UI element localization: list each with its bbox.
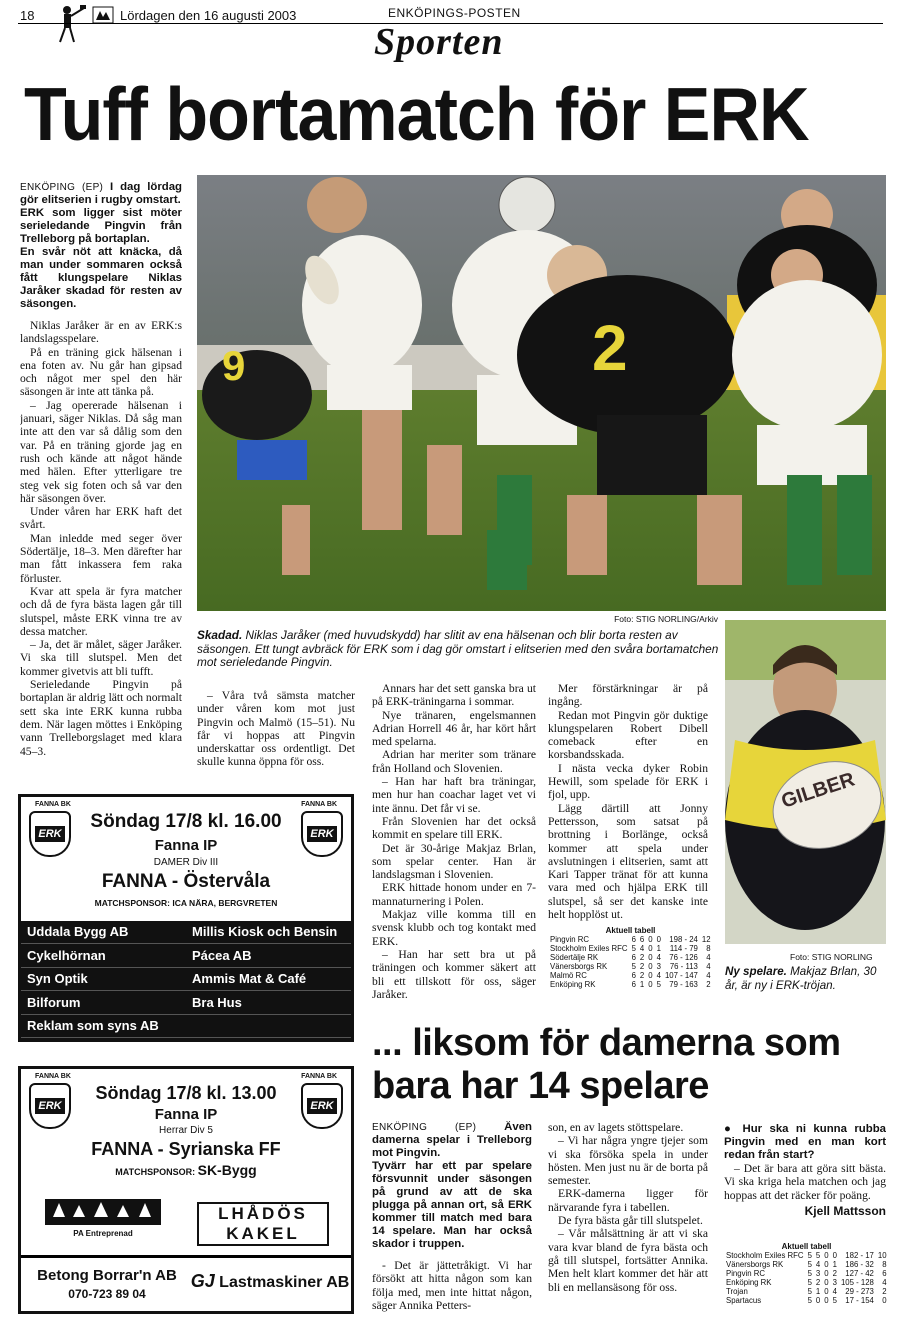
- sponsor-grid: [21, 921, 351, 1039]
- lead-paragraph: ENKÖPING (EP) I dag lördag gör elitserien i rugby omstart.: [20, 181, 182, 206]
- table-title: Aktuell tabell: [781, 1242, 832, 1251]
- stat-cell: 1: [815, 1287, 821, 1296]
- team-name: Stockholm Exiles RFC: [550, 944, 628, 953]
- trees-icon: [45, 1199, 161, 1225]
- body-paragraph: – Jag opererade hälsenan i januari, säger Niklas. Då såg man inte att den var så dålig som den var. På en träning gjorde jag en rush och kände att något hände med hälen. Efter ytterligare tre steg vek sig foten och så var den här säsongen över.: [20, 398, 182, 505]
- sponsor-name: [186, 1015, 351, 1038]
- stat-cell: 3: [815, 1269, 821, 1278]
- body-paragraph: I nästa vecka dyker Robin Hewill, som spelade för ERK i fjol, upp.: [548, 761, 708, 802]
- club-badge-left: ERK: [29, 1083, 71, 1129]
- stat-cell: 0: [648, 944, 653, 953]
- body-paragraph: Makjaz ville komma till en svensk klubb och tog kontakt med ERK.: [372, 908, 536, 948]
- stat-cell: 105 - 128: [840, 1278, 874, 1287]
- stat-cell: 3: [832, 1278, 837, 1287]
- club-badge-right: ERK: [301, 1083, 343, 1129]
- stat-cell: 0: [656, 935, 661, 944]
- pa-entreprenad-logo: PA Entreprenad: [43, 1199, 163, 1245]
- team-name: Vänersborgs RK: [550, 962, 608, 971]
- stat-cell: 2: [832, 1269, 837, 1278]
- standings-table-men: [548, 926, 713, 989]
- body-paragraph: Lägg därtill att Jonny Pettersson, som satsat på brottning i Borlänge, också kommer att spela under avslutningen i elitserien, samt att Kari Tapper tränat för att kunna vara med och hjälpa ERK till slutspel, så ser det kanske inte helt hopplöst ut.: [548, 801, 708, 922]
- club-label: FANNA BK: [301, 801, 337, 808]
- stat-cell: 198 - 24: [669, 935, 698, 944]
- stat-cell: 5: [807, 1296, 812, 1305]
- lead-paragraph: ERK som ligger sist möter serieledande Pingvin från Trelleborg på bortaplan.: [20, 207, 182, 245]
- stat-cell: 6: [631, 971, 636, 980]
- stat-cell: 4: [815, 1260, 821, 1269]
- stat-cell: 6: [631, 980, 636, 989]
- body-paragraph: Serieledande Pingvin på bortaplan är aldrig lätt och normalt sett ska inte ERK kunna rubba dem. När lagen möttes i Enköping vann Trelleborgslaget med klara 45–3.: [20, 678, 182, 758]
- stat-cell: 127 - 42: [845, 1269, 874, 1278]
- stat-cell: 4: [639, 944, 645, 953]
- body-paragraph: ERK hittade honom under en 7-mannaturnering i Polen.: [372, 881, 536, 908]
- sponsor-name: Bilforum: [21, 992, 186, 1015]
- ad-divider: [21, 1255, 351, 1258]
- svg-text:2: 2: [592, 312, 628, 384]
- body-paragraph: Adrian har meriter som tränare från Holland och Slovenien.: [372, 748, 536, 775]
- table-row: [724, 1260, 889, 1269]
- stat-cell: 4: [706, 971, 711, 980]
- body-paragraph: På en träning gick hälsenan i ena foten av. Nu går han gipsad och något mer spel den här säsongen är inte att tänka på.: [20, 345, 182, 399]
- stat-cell: 79 - 163: [669, 980, 698, 989]
- stat-cell: 8: [882, 1260, 887, 1269]
- match-teams: FANNA - Östervåla: [101, 871, 271, 892]
- section-title: Sporten: [374, 21, 504, 63]
- stat-cell: 2: [706, 980, 711, 989]
- rugby-match-photo: [197, 175, 886, 611]
- match-date: Söndag 17/8 kl. 13.00: [95, 1083, 277, 1103]
- stat-cell: 2: [639, 971, 645, 980]
- body-paragraph: son, en av lagets stöttspelare.: [548, 1121, 684, 1134]
- stat-cell: 0: [648, 962, 653, 971]
- stat-cell: 6: [631, 935, 636, 944]
- page-number: 18: [20, 8, 35, 23]
- stat-cell: 5: [832, 1296, 837, 1305]
- main-headline: Tuff bortamatch för ERK: [24, 71, 809, 157]
- table-row: [724, 1269, 889, 1278]
- second-headline: ... liksom för damerna som bara har 14 spelare: [372, 1022, 841, 1107]
- division: Herrar Div 5: [159, 1125, 213, 1136]
- article1-col2: [197, 689, 355, 779]
- table-row: [548, 935, 713, 944]
- table-row: [548, 953, 713, 962]
- stat-cell: 5: [807, 1251, 812, 1260]
- match-ad-women: [18, 794, 354, 1042]
- body-paragraph: – Han har haft bra träningar, men hur han coachar laget vet vi inte ännu. Det får vi se.: [372, 775, 536, 815]
- crest-logo: [92, 6, 114, 24]
- body-paragraph: - Det är jättetråkigt. Vi har försökt att hitta någon som kan följa med, men inte hittat någon, säger Annika Petters-: [372, 1259, 532, 1312]
- stat-cell: 0: [824, 1296, 829, 1305]
- stat-cell: 12: [701, 935, 711, 944]
- stat-cell: 10: [877, 1251, 887, 1260]
- body-paragraph: Nye tränaren, engelsmannen Adrian Horrell 46 år, har kört hårt med spelarna.: [372, 708, 536, 749]
- stat-cell: 1: [639, 980, 645, 989]
- venue: Fanna IP: [154, 1106, 218, 1123]
- stat-cell: 0: [648, 953, 653, 962]
- stat-cell: 0: [824, 1287, 829, 1296]
- team-name: Pingvin RC: [550, 935, 589, 944]
- stat-cell: 8: [706, 944, 711, 953]
- table-row: [548, 971, 713, 980]
- article1-col4: [548, 682, 708, 922]
- sponsor-line: MATCHSPONSOR: SK-Bygg: [115, 1162, 257, 1178]
- article2-col1: [372, 1121, 532, 1317]
- stat-cell: 0: [824, 1269, 829, 1278]
- sponsor-name: Uddala Bygg AB: [21, 921, 186, 944]
- stat-cell: 0: [824, 1251, 829, 1260]
- body-paragraph: Det är 30-årige Makjaz Brlan, som spelar center. Han är landslagsman i Slovenien.: [372, 841, 536, 882]
- standings-table-women: [724, 1242, 889, 1305]
- stat-cell: 0: [824, 1278, 829, 1287]
- body-paragraph: Annars har det sett ganska bra ut på ERK-träningarna i sommar.: [372, 682, 536, 709]
- lastmaskiner-logo: GJ Lastmaskiner AB: [190, 1271, 350, 1291]
- stat-cell: 6: [631, 953, 636, 962]
- body-paragraph: Man inledde med seger över Södertälje, 18–3. Men därefter har man fått inkassera fem raka förluster.: [20, 531, 182, 585]
- stat-cell: 4: [656, 953, 661, 962]
- table-row: [724, 1251, 889, 1260]
- body-paragraph: Mer förstärkningar är på ingång.: [548, 682, 708, 709]
- stat-cell: 5: [631, 962, 636, 971]
- article1-col3: [372, 682, 536, 1002]
- lead-paragraph: ENKÖPING (EP) Även damerna spelar i Trelleborg mot Pingvin.: [372, 1121, 532, 1159]
- author-signature: Kjell Mattsson: [804, 1203, 886, 1218]
- sponsor-name: Pácea AB: [186, 945, 351, 968]
- club-badge-right: ERK: [301, 811, 343, 857]
- match-teams: FANNA - Syrianska FF: [91, 1139, 281, 1159]
- team-name: Enköping RK: [726, 1278, 772, 1287]
- body-paragraph: – Vår målsättning är att vi ska vara kvar bland de fyra bästa och gå till slutspel, fortsätter Annika. Men helt klart kommer det här att bli en mellansäsong för oss.: [548, 1227, 708, 1294]
- sponsor-name: Bra Hus: [186, 992, 351, 1015]
- lhados-kakel-logo: LHÅDÖS KAKEL: [197, 1202, 329, 1246]
- team-name: Malmö RC: [550, 971, 587, 980]
- body-paragraph: Från Slovenien har det också kommit en spelare till ERK.: [372, 814, 536, 842]
- stat-cell: 0: [815, 1296, 821, 1305]
- stat-cell: 5: [807, 1278, 812, 1287]
- stat-cell: 182 - 17: [845, 1251, 874, 1260]
- table-row: [548, 962, 713, 971]
- stat-cell: 4: [706, 962, 711, 971]
- stat-cell: 5: [807, 1287, 812, 1296]
- team-name: Vänersborgs RK: [726, 1260, 784, 1269]
- stat-cell: 5: [807, 1260, 812, 1269]
- ball-logo-text: GILBER: [778, 768, 858, 813]
- stat-cell: 0: [832, 1251, 837, 1260]
- lead-paragraph: En svår nöt att knäcka, då man under sommaren också fått klungspelare Niklas Jaråker skadad för resten av säsongen.: [20, 246, 182, 310]
- stat-cell: 107 - 147: [664, 971, 698, 980]
- table-title: Aktuell tabell: [605, 926, 656, 935]
- photo2-credit: Foto: STIG NORLING: [790, 952, 873, 962]
- stat-cell: 5: [656, 980, 661, 989]
- team-name: Spartacus: [726, 1296, 762, 1305]
- body-paragraph: De fyra bästa går till slutspelet.: [558, 1214, 703, 1228]
- stat-cell: 29 - 273: [845, 1287, 874, 1296]
- stat-cell: 4: [882, 1278, 887, 1287]
- body-paragraph: – Våra två sämsta matcher under våren kom mot just Pingvin och Malmö (15–51). Nu får vi hoppas att Pingvin underskattar oss ordentligt. Det skulle kunna öppna för oss.: [197, 689, 355, 769]
- betong-borrar-logo: Betong Borrar'n AB 070-723 89 04: [37, 1267, 177, 1301]
- body-paragraph: Redan mot Pingvin gör duktige klungspelaren Robert Dibell comeback efter en korsbandsskada.: [548, 708, 708, 762]
- standings-table-body: [548, 935, 713, 989]
- sponsor-name: Millis Kiosk och Bensin: [186, 921, 351, 944]
- issue-date: Lördagen den 16 augusti 2003: [120, 8, 297, 23]
- team-name: Södertälje RK: [550, 953, 599, 962]
- body-paragraph: – Han har sett bra ut på träningen och kommer säkert att bli ett tillskott för oss, säger Jaråker.: [372, 947, 536, 1001]
- article1-col1: [20, 181, 182, 775]
- stat-cell: 0: [882, 1296, 887, 1305]
- sponsor-name: Syn Optik: [21, 968, 186, 991]
- club-label: FANNA BK: [35, 1073, 71, 1080]
- body-paragraph: – Ja, det är målet, säger Jaråker. Vi ska till slutspel. Men det kommer givetvis att bli tufft.: [20, 638, 182, 678]
- sponsor-name: Cykelhörnan: [21, 945, 186, 968]
- body-paragraph: Niklas Jaråker är en av ERK:s landslagsspelare.: [20, 319, 182, 346]
- venue: Fanna IP: [154, 837, 218, 854]
- stat-cell: 76 - 126: [669, 953, 698, 962]
- table-row: [724, 1278, 889, 1287]
- stat-cell: 2: [639, 953, 645, 962]
- stat-cell: 17 - 154: [845, 1296, 874, 1305]
- player-portrait-photo: [725, 620, 886, 944]
- stat-cell: 0: [648, 971, 653, 980]
- paper-name: ENKÖPINGS-POSTEN: [388, 6, 521, 20]
- team-name: Trojan: [726, 1287, 748, 1296]
- sponsor-label: MATCHSPONSOR: ICA NÄRA, BERGVRETEN: [94, 898, 278, 908]
- body-paragraph: ERK-damerna ligger för närvarande fyra i tabellen.: [548, 1187, 708, 1214]
- stat-cell: 1: [656, 944, 661, 953]
- stat-cell: 3: [656, 962, 661, 971]
- stat-cell: 6: [882, 1269, 887, 1278]
- body-paragraph: – Vi har några yngre tjejer som vi ska försöka spela in under hösten. Men just nu är de borta på semester.: [548, 1134, 708, 1188]
- match-ad-men: [18, 1066, 354, 1314]
- stat-cell: 2: [815, 1278, 821, 1287]
- stat-cell: 4: [832, 1287, 837, 1296]
- stat-cell: 76 - 113: [669, 962, 698, 971]
- lead-paragraph: Tyvärr har ett par spelare försvunnit under säsongen på grund av att de ska plugga på annan ort, så ERK kommer till match med bara 14 spelare. Man har också skador i truppen.: [372, 1160, 532, 1250]
- body-paragraph: Kvar att spela är fyra matcher och då de fyra bästa lagen går till slutspel, måste ERK vinna tre av dessa matcher.: [20, 584, 182, 638]
- division: DAMER Div III: [153, 857, 219, 868]
- stat-cell: 4: [706, 953, 711, 962]
- stat-cell: 6: [639, 935, 645, 944]
- stat-cell: 114 - 79: [669, 944, 698, 953]
- body-paragraph: – Det är bara att göra sitt bästa. Vi ska kriga hela matchen och jag hoppas att det räcker för poäng.: [724, 1162, 886, 1202]
- question-paragraph: ● Hur ska ni kunna rubba Pingvin med en man kort redan från start?: [724, 1123, 886, 1161]
- table-row: [724, 1296, 889, 1305]
- club-label: FANNA BK: [301, 1073, 337, 1080]
- table-row: [548, 944, 713, 953]
- stat-cell: 186 - 32: [845, 1260, 874, 1269]
- stat-cell: 5: [815, 1251, 821, 1260]
- stat-cell: 5: [631, 944, 636, 953]
- svg-text:9: 9: [222, 342, 246, 389]
- stat-cell: 0: [648, 935, 653, 944]
- stat-cell: 1: [832, 1260, 837, 1269]
- photo1-credit: Foto: STIG NORLING/Arkiv: [614, 614, 718, 624]
- stat-cell: 4: [656, 971, 661, 980]
- photo2-caption: Ny spelare. Makjaz Brlan, 30 år, är ny i ERK-tröjan.: [725, 965, 877, 992]
- team-name: Enköping RK: [550, 980, 596, 989]
- club-badge-left: ERK: [29, 811, 71, 857]
- sponsor-name: Ammis Mat & Café: [186, 968, 351, 991]
- stat-cell: 5: [807, 1269, 812, 1278]
- sponsor-name: Reklam som syns AB: [21, 1015, 186, 1038]
- body-paragraph: Under våren har ERK haft det svårt.: [20, 505, 182, 532]
- article2-col2: [548, 1121, 708, 1317]
- stat-cell: 0: [648, 980, 653, 989]
- photo1-caption: Skadad. Niklas Jaråker (med huvudskydd) har slitit av ena hälsenan och blir borta resten av säsongen. Ett tungt avbräck för ERK som i dag gör omstart i elitserien med den svåra bortamatchen mot serieledande Pingvin.: [197, 628, 719, 669]
- stat-cell: 2: [882, 1287, 887, 1296]
- stat-cell: 0: [824, 1260, 829, 1269]
- team-name: Stockholm Exiles RFC: [726, 1251, 804, 1260]
- table-row: [548, 980, 713, 989]
- standings-table-body: [724, 1251, 889, 1305]
- stat-cell: 2: [639, 962, 645, 971]
- club-label: FANNA BK: [35, 801, 71, 808]
- table-row: [724, 1287, 889, 1296]
- match-date: Söndag 17/8 kl. 16.00: [90, 811, 282, 832]
- article2-col3: [724, 1123, 886, 1228]
- team-name: Pingvin RC: [726, 1269, 765, 1278]
